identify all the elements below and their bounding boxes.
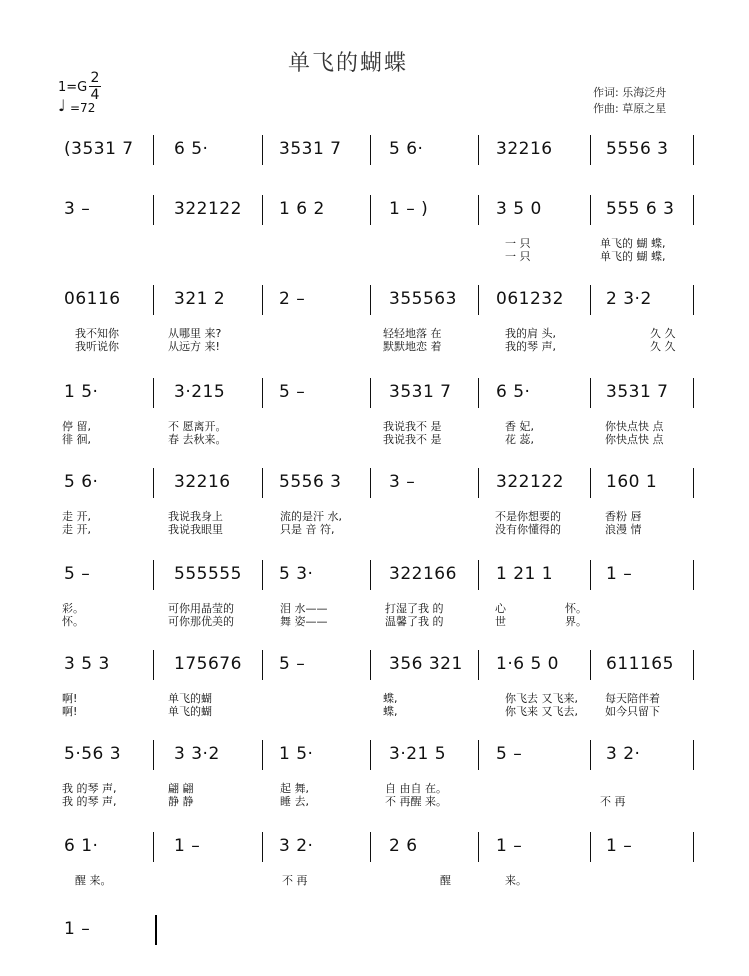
bar-line (370, 832, 371, 862)
bar-line (153, 560, 154, 590)
lyric-text: 怀。 (565, 602, 587, 615)
bar-line (693, 468, 694, 498)
lyric-text: 温馨了我 的 (385, 615, 444, 628)
measure-notes: 3531 7 (389, 382, 452, 402)
measure-notes: 2 3·2 (606, 289, 652, 309)
measure-notes: 6 5· (496, 382, 531, 402)
bar-line (155, 915, 157, 945)
bar-line (262, 832, 263, 862)
lyric-text: 可你用晶莹的 (168, 602, 234, 615)
measure-notes: 160 1 (606, 472, 658, 492)
lyric-text: 我 的琴 声, (62, 795, 117, 808)
measure-notes: 3·215 (174, 382, 226, 402)
lyricist: 作词: 乐海泛舟 (593, 86, 667, 99)
lyric-text: 香粉 唇 (605, 510, 642, 523)
lyric-text: 停 留, (62, 420, 91, 433)
lyric-text: 春 去秋来。 (168, 433, 227, 446)
measure-notes: 555 6 3 (606, 199, 675, 219)
lyric-text: 泪 水—— (280, 602, 328, 615)
bar-line (262, 195, 263, 225)
lyric-text: 一 只 (505, 250, 531, 263)
measure-notes: 1 6 2 (279, 199, 325, 219)
lyric-text: 你快点快 点 (605, 420, 664, 433)
lyric-text: 我 的琴 声, (62, 782, 117, 795)
measure-notes: 355563 (389, 289, 457, 309)
measure-notes: 5·56 3 (64, 744, 122, 764)
measure-notes: 5 3· (279, 564, 314, 584)
bar-line (590, 378, 591, 408)
measure-notes: 5 – (64, 564, 91, 584)
lyric-text: 怀。 (62, 615, 84, 628)
bar-line (370, 195, 371, 225)
bar-line (153, 650, 154, 680)
lyric-text: 彩。 (62, 602, 84, 615)
measure-notes: 356 321 (389, 654, 463, 674)
lyric-text: 单飞的 蝴 蝶, (600, 237, 666, 250)
measure-notes: 5 – (279, 382, 306, 402)
bar-line (478, 378, 479, 408)
measure-notes: 32216 (174, 472, 231, 492)
lyric-text: 每天陪伴着 (605, 692, 660, 705)
measure-notes: (3531 7 (64, 139, 134, 159)
measure-notes: 5556 3 (279, 472, 342, 492)
measure-notes: 32216 (496, 139, 553, 159)
bar-line (693, 740, 694, 770)
lyric-text: 蝶, (383, 692, 398, 705)
measure-notes: 6 1· (64, 836, 99, 856)
lyric-text: 徘 徊, (62, 433, 91, 446)
measure-notes: 3 5 0 (496, 199, 542, 219)
bar-line (153, 832, 154, 862)
measure-notes: 555555 (174, 564, 242, 584)
bar-line (153, 740, 154, 770)
bar-line (693, 650, 694, 680)
measure-notes: 5 – (496, 744, 523, 764)
measure-notes: 06116 (64, 289, 121, 309)
lyric-text: 不是你想要的 (495, 510, 561, 523)
quarter-note-icon: ♩ (58, 96, 66, 115)
bar-line (590, 135, 591, 165)
bar-line (590, 832, 591, 862)
lyric-text: 我的琴 声, (505, 340, 556, 353)
measure-notes: 1 21 1 (496, 564, 554, 584)
bar-line (153, 285, 154, 315)
measure-notes: 3 2· (279, 836, 314, 856)
lyric-text: 翩 翩 (168, 782, 194, 795)
bar-line (590, 560, 591, 590)
measure-notes: 3 2· (606, 744, 641, 764)
measure-notes: 061232 (496, 289, 564, 309)
lyric-text: 只是 音 符, (280, 523, 335, 536)
bar-line (478, 650, 479, 680)
bar-line (370, 560, 371, 590)
bar-line (370, 740, 371, 770)
bar-line (370, 378, 371, 408)
measure-notes: 3531 7 (606, 382, 669, 402)
lyric-text: 浪漫 情 (605, 523, 642, 536)
bar-line (262, 740, 263, 770)
bar-line (370, 468, 371, 498)
measure-notes: 322122 (174, 199, 242, 219)
lyric-text: 心 (495, 602, 506, 615)
bar-line (478, 832, 479, 862)
bar-line (590, 285, 591, 315)
bar-line (478, 285, 479, 315)
bar-line (478, 135, 479, 165)
lyric-text: 单飞的蝴 (168, 692, 212, 705)
bar-line (590, 650, 591, 680)
measure-notes: 3 – (64, 199, 91, 219)
measure-notes: 1 5· (64, 382, 99, 402)
lyric-text: 舞 姿—— (280, 615, 328, 628)
measure-notes: 3 – (389, 472, 416, 492)
lyric-text: 走 开, (62, 523, 91, 536)
measure-notes: 5 – (279, 654, 306, 674)
bar-line (693, 378, 694, 408)
bar-line (370, 650, 371, 680)
lyric-text: 我说我眼里 (168, 523, 223, 536)
measure-notes: 321 2 (174, 289, 226, 309)
lyric-text: 香 妃, (505, 420, 534, 433)
lyric-text: 啊! (62, 692, 78, 705)
lyric-text: 你飞来 又飞去, (505, 705, 578, 718)
measure-notes: 2 6 (389, 836, 418, 856)
measure-notes: 3 3·2 (174, 744, 220, 764)
lyric-text: 走 开, (62, 510, 91, 523)
measure-notes: 3531 7 (279, 139, 342, 159)
lyric-text: 久 久 (650, 327, 676, 340)
lyric-text: 打湿了我 的 (385, 602, 444, 615)
bar-line (153, 135, 154, 165)
lyric-text: 界。 (565, 615, 587, 628)
lyric-text: 流的是汗 水, (280, 510, 342, 523)
lyric-text: 我不知你 (75, 327, 119, 340)
lyric-text: 我说我不 是 (383, 420, 442, 433)
bar-line (590, 740, 591, 770)
lyric-text: 我的肩 头, (505, 327, 556, 340)
lyric-text: 一 只 (505, 237, 531, 250)
bar-line (693, 832, 694, 862)
bar-line (478, 740, 479, 770)
lyric-text: 默默地恋 着 (383, 340, 442, 353)
bar-line (262, 650, 263, 680)
measure-notes: 6 5· (174, 139, 209, 159)
tempo-marking: =72 (70, 101, 96, 115)
time-sig-bottom: 4 (90, 87, 100, 103)
measure-notes: 322166 (389, 564, 457, 584)
lyric-text: 你快点快 点 (605, 433, 664, 446)
lyric-text: 啊! (62, 705, 78, 718)
lyric-text: 从哪里 来? (168, 327, 222, 340)
key-signature: 1=G (58, 80, 88, 95)
measure-notes: 1 – ) (389, 199, 429, 219)
bar-line (262, 560, 263, 590)
bar-line (153, 378, 154, 408)
lyric-text: 我说我不 是 (383, 433, 442, 446)
measure-notes: 5 6· (64, 472, 99, 492)
lyric-text: 你飞去 又飞来, (505, 692, 578, 705)
lyric-text: 花 蕊, (505, 433, 534, 446)
bar-line (478, 195, 479, 225)
measure-notes: 5 6· (389, 139, 424, 159)
measure-notes: 611165 (606, 654, 674, 674)
bar-line (693, 135, 694, 165)
time-signature (89, 71, 101, 102)
lyric-text: 世 (495, 615, 506, 628)
measure-notes: 1 – (606, 564, 633, 584)
lyric-text: 没有你懂得的 (495, 523, 561, 536)
measure-notes: 1 – (64, 919, 91, 939)
bar-line (590, 195, 591, 225)
lyric-text: 单飞的 蝴 蝶, (600, 250, 666, 263)
bar-line (262, 378, 263, 408)
measure-notes: 1 – (496, 836, 523, 856)
bar-line (370, 135, 371, 165)
lyric-text: 不 再醒 来。 (385, 795, 447, 808)
measure-notes: 1 – (606, 836, 633, 856)
measure-notes: 322122 (496, 472, 564, 492)
lyric-text: 静 静 (168, 795, 194, 808)
lyric-text: 我说我身上 (168, 510, 223, 523)
lyric-text: 从远方 来! (168, 340, 220, 353)
bar-line (478, 560, 479, 590)
bar-line (262, 135, 263, 165)
lyric-text: 不 再 (282, 874, 308, 887)
lyric-text: 我听说你 (75, 340, 119, 353)
bar-line (262, 285, 263, 315)
measure-notes: 1 – (174, 836, 201, 856)
bar-line (370, 285, 371, 315)
measure-notes: 3·21 5 (389, 744, 447, 764)
lyric-text: 单飞的蝴 (168, 705, 212, 718)
lyric-text: 醒 (440, 874, 451, 887)
bar-line (478, 468, 479, 498)
lyric-text: 不 再 (600, 795, 626, 808)
lyric-text: 如今只留下 (605, 705, 660, 718)
measure-notes: 5556 3 (606, 139, 669, 159)
lyric-text: 自 由自 在。 (385, 782, 447, 795)
bar-line (693, 560, 694, 590)
bar-line (590, 468, 591, 498)
bar-line (693, 285, 694, 315)
lyric-text: 来。 (505, 874, 527, 887)
measure-notes: 1 5· (279, 744, 314, 764)
lyric-text: 轻轻地落 在 (383, 327, 442, 340)
lyric-text: 久 久 (650, 340, 676, 353)
lyric-text: 睡 去, (280, 795, 309, 808)
bar-line (262, 468, 263, 498)
composer: 作曲: 草原之星 (593, 102, 667, 115)
time-sig-top: 2 (90, 70, 100, 86)
lyric-text: 可你那优美的 (168, 615, 234, 628)
measure-notes: 3 5 3 (64, 654, 110, 674)
lyric-text: 醒 来。 (75, 874, 112, 887)
lyric-text: 蝶, (383, 705, 398, 718)
bar-line (153, 468, 154, 498)
song-title: 单飞的蝴蝶 (288, 51, 409, 76)
lyric-text: 不 愿离开。 (168, 420, 227, 433)
lyric-text: 起 舞, (280, 782, 309, 795)
measure-notes: 2 – (279, 289, 306, 309)
bar-line (153, 195, 154, 225)
measure-notes: 1·6 5 0 (496, 654, 559, 674)
measure-notes: 175676 (174, 654, 242, 674)
bar-line (693, 195, 694, 225)
